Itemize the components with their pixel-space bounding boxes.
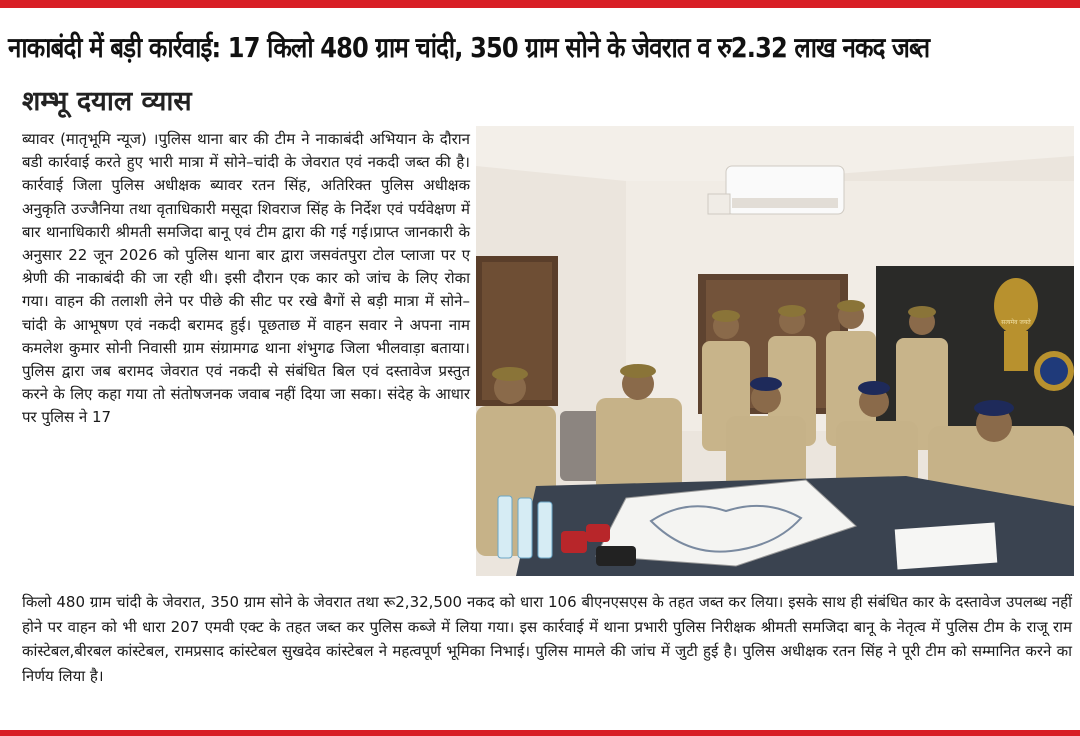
article-bottom-text: किलो 480 ग्राम चांदी के जेवरात, 350 ग्राम सोने के जेवरात तथा रू2,32,500 नकद को धारा 106 बीएनएसएस के तहत जब्त कर लिया। इसके साथ ही संबंधित कार के दस्तावेज उपलब्ध नहीं होने पर वाहन को भी धारा 207 एमवी एक्ट के तहत जब्त कर पुलिस कब्जे में लिया गया। इस कार्रवाई में थाना प्रभारी पुलिस निरीक्षक श्रीमती समजिदा बानू के नेतृत्व में पुलिस टीम के राजू राम कांस्टेबल,बीरबल कांस्टेबल, रामप्रसाद कांस्टेबल सुखदेव कांस्टेबल ने महत्वपूर्ण भूमिका निभाई। पुलिस मामले की जांच में जुटी हुई है। पुलिस अधीक्षक रतन सिंह ने पूरी टीम को सम्मानित करने का निर्णय लिया है।: [22, 593, 1072, 685]
top-red-bar: [0, 0, 1080, 8]
headline: नाकाबंदी में बड़ी कार्रवाई: 17 किलो 480 ग्राम चांदी, 350 ग्राम सोने के जेवरात व रु2.32 लाख नकद जब्त: [8, 31, 930, 64]
article-column-text: ब्यावर (मातृभूमि न्यूज) ।पुलिस थाना बार की टीम ने नाकाबंदी अभियान के दौरान बडी कार्रवाई करते हुए भारी मात्रा में सोने–चांदी के जेवरात एवं नकदी जब्त की है। कार्रवाई जिला पुलिस अधीक्षक ब्यावर रतन सिंह, अतिरिक्त पुलिस अधीक्षक अनुकृति उज्जैनिया तथा वृताधिकारी मसूदा शिवराज सिंह के निर्देश एवं पर्यवेक्षण में बार थानाधिकारी श्रीमती समजिदा बानू एवं टीम द्वारा की गई गई।प्राप्त जानकारी के अनुसार 22 जून 2026 को पुलिस थाना बार द्वारा जसवंतपुरा टोल प्लाजा पर ए श्रेणी की नाकाबंदी की जा रही थी। इसी दौरान एक कार को जांच के लिए रोका गया। वाहन की तलाशी लेने पर पीछे की सीट पर रखे बैगों से बड़ी मात्रा में सोने–चांदी के आभूषण एवं नकदी बरामद हुई। पूछताछ में वाहन सवार ने अपना नाम कमलेश कुमार सोनी निवासी ग्राम संग्रामगढ थाना शंभुगढ जिला भीलवाड़ा बताया। पुलिस द्वारा जब बरामद जेवरात एवं नकदी से संबंधित बिल एवं दस्तावेज प्रस्तुत करने के लिए कहा गया तो संतोषजनक जवाब नहीं दिया जा सका। संदेह के आधार पर पुलिस ने 17: [22, 130, 470, 427]
press-conference-photo: [476, 126, 1074, 576]
emblem-text: सत्यमेव जयते: [1001, 319, 1031, 326]
bottom-red-bar: [0, 730, 1080, 736]
byline: शम्भू दयाल व्यास: [22, 86, 192, 117]
